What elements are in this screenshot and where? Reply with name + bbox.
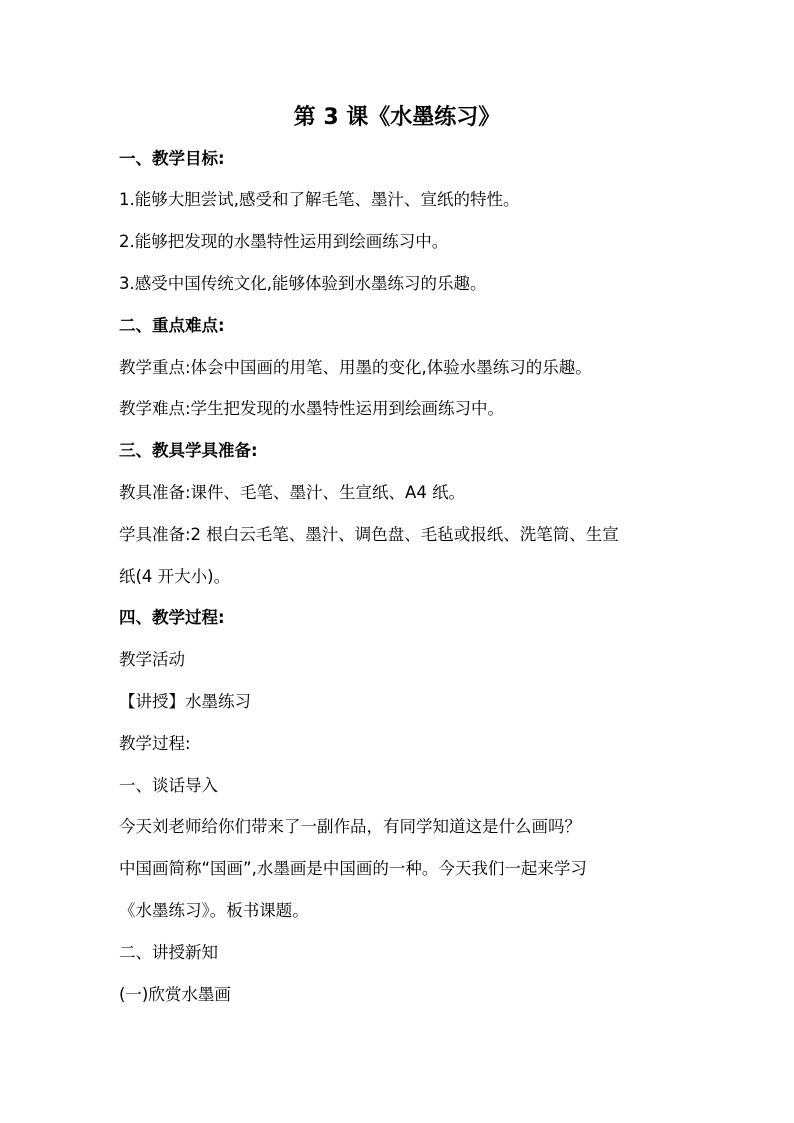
paragraph-line: 教学难点:学生把发现的水墨特性运用到绘画练习中。 [119, 399, 505, 418]
paragraph-line: 中国画简称“国画”,水墨画是中国画的一种。今天我们一起来学习 [119, 859, 587, 878]
paragraph-line: 教学活动 [119, 650, 185, 669]
paragraph-line: (一)欣赏水墨画 [119, 985, 231, 1004]
paragraph-line: 教学过程: [119, 734, 191, 753]
paragraph-line: 教具准备:课件、毛笔、墨汁、生宣纸、A4 纸。 [119, 483, 466, 502]
document-title: 第 3 课《水墨练习》 [293, 105, 501, 130]
section-heading-materials: 三、教具学具准备: [119, 441, 258, 460]
paragraph-line: 纸(4 开大小)。 [119, 567, 231, 586]
paragraph-line: 2.能够把发现的水墨特性运用到绘画练习中。 [119, 232, 449, 251]
paragraph-line: 教学重点:体会中国画的用笔、用墨的变化,体验水墨练习的乐趣。 [119, 358, 592, 377]
paragraph-line: 二、讲授新知 [119, 943, 218, 962]
paragraph-line: 《水墨练习》。板书课题。 [119, 901, 309, 920]
paragraph-line: 学具准备:2 根白云毛笔、墨汁、调色盘、毛毡或报纸、洗笔筒、生宣 [119, 525, 619, 544]
paragraph-line: 一、谈话导入 [119, 776, 218, 795]
section-heading-key-points: 二、重点难点: [119, 316, 225, 335]
paragraph-line: 1.能够大胆尝试,感受和了解毛笔、墨汁、宣纸的特性。 [119, 190, 520, 209]
section-heading-process: 四、教学过程: [119, 608, 225, 627]
section-heading-objectives: 一、教学目标: [119, 149, 225, 168]
paragraph-line: 【讲授】水墨练习 [119, 692, 251, 711]
paragraph-line: 今天刘老师给你们带来了一副作品，有同学知道这是什么画吗？ [119, 817, 581, 836]
paragraph-line: 3.感受中国传统文化,能够体验到水墨练习的乐趣。 [119, 274, 487, 293]
